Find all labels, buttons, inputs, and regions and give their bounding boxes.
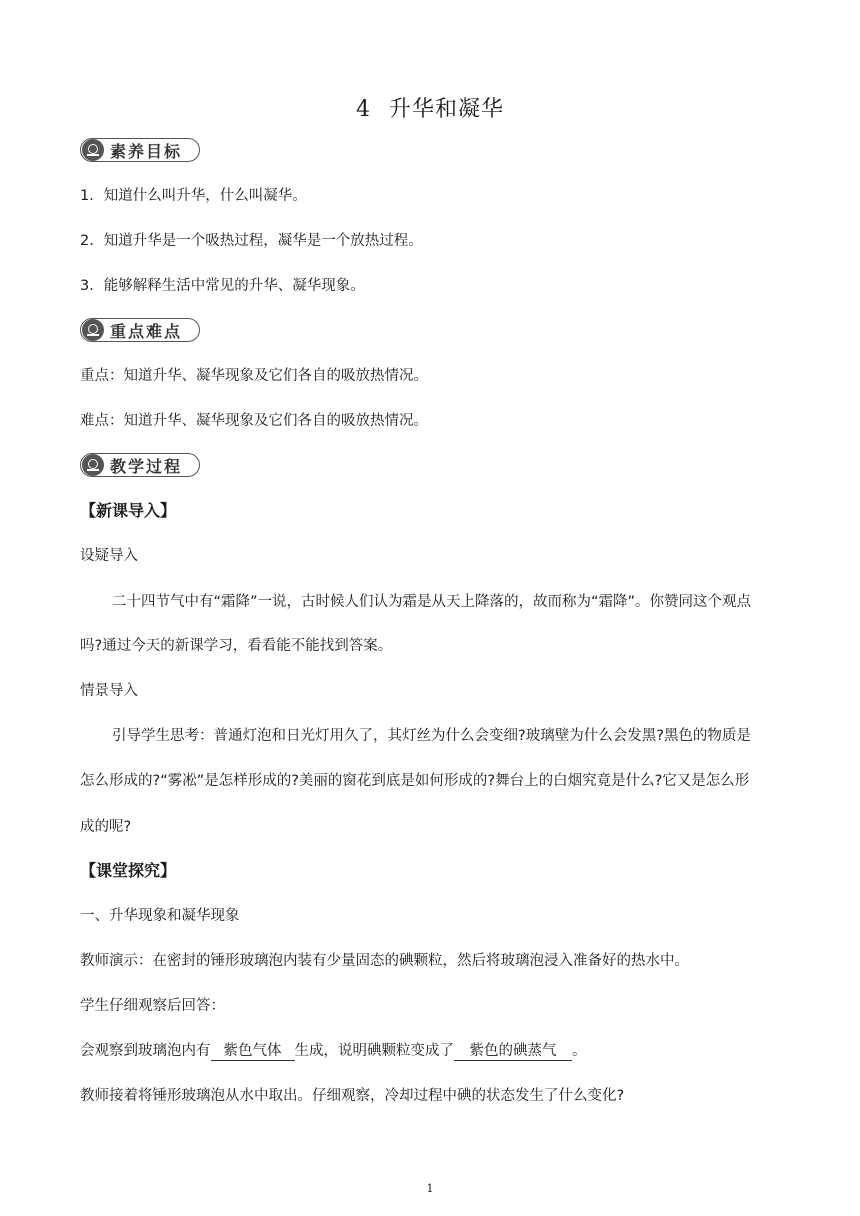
intro-paragraph-2-line-2: 怎么形成的?“雾凇”是怎样形成的?美丽的窗花到底是如何形成的?舞台上的白烟究竟是什么?它又是怎么形 — [80, 773, 750, 789]
goal-item-3: 3．能够解释生活中常见的升华、凝华现象。 — [80, 278, 365, 294]
intro-paragraph-2-line-3: 成的呢? — [80, 819, 132, 835]
explore-heading: 【课堂探究】 — [80, 861, 177, 880]
section-badge-key-points — [80, 318, 200, 342]
fill-suffix: 。 — [572, 1043, 587, 1059]
intro-paragraph-1-line-1: 二十四节气中有“霜降”一说，古时候人们认为霜是从天上降落的，故而称为“霜降”。你赞同这个观点 — [112, 594, 752, 610]
focus-text: 重点：知道升华、凝华现象及它们各自的吸放热情况。 — [80, 368, 428, 384]
section-title-goals: 素养目标 — [110, 141, 183, 161]
page-number: 1 — [426, 1182, 434, 1195]
fill-prefix: 会观察到玻璃泡内有 — [80, 1043, 211, 1059]
section-title-key-points: 重点难点 — [110, 321, 183, 341]
explore-sub-heading-1: 一、升华现象和凝华现象 — [80, 908, 240, 924]
intro-sub-heading-2: 情景导入 — [80, 683, 138, 699]
lesson-title: 升华和凝华 — [388, 97, 504, 122]
intro-paragraph-1-line-2: 吗?通过今天的新课学习，看看能不能找到答案。 — [80, 638, 393, 654]
section-title-process: 教学过程 — [110, 456, 183, 476]
lesson-number: 4 — [355, 97, 371, 122]
section-icon — [82, 139, 104, 161]
difficulty-text: 难点：知道升华、凝华现象及它们各自的吸放热情况。 — [80, 413, 428, 429]
section-badge-process — [80, 453, 200, 477]
section-badge-goals — [80, 138, 200, 162]
next-step-text: 教师接着将锤形玻璃泡从水中取出。仔细观察，冷却过程中碘的状态发生了什么变化? — [80, 1088, 625, 1104]
fill-in-sentence — [80, 1041, 587, 1061]
demo-text: 教师演示：在密封的锤形玻璃泡内装有少量固态的碘颗粒，然后将玻璃泡浸入准备好的热水中。 — [80, 953, 689, 969]
intro-sub-heading-1: 设疑导入 — [80, 548, 138, 564]
page-title — [0, 92, 860, 123]
goal-item-1: 1．知道什么叫升华，什么叫凝华。 — [80, 188, 307, 204]
intro-paragraph-2-line-1: 引导学生思考：普通灯泡和日光灯用久了，其灯丝为什么会变细?玻璃壁为什么会发黑?黑色的物质是 — [112, 728, 751, 744]
fill-blank-answer-2: 紫色的碘蒸气 — [454, 1042, 572, 1061]
section-icon — [82, 319, 104, 341]
goal-item-2: 2．知道升华是一个吸热过程，凝华是一个放热过程。 — [80, 233, 423, 249]
fill-middle: 生成，说明碘颗粒变成了 — [294, 1043, 454, 1059]
observe-text: 学生仔细观察后回答： — [80, 998, 225, 1014]
fill-blank-answer-1: 紫色气体 — [211, 1042, 295, 1061]
section-icon — [82, 454, 104, 476]
intro-heading: 【新课导入】 — [80, 501, 177, 520]
